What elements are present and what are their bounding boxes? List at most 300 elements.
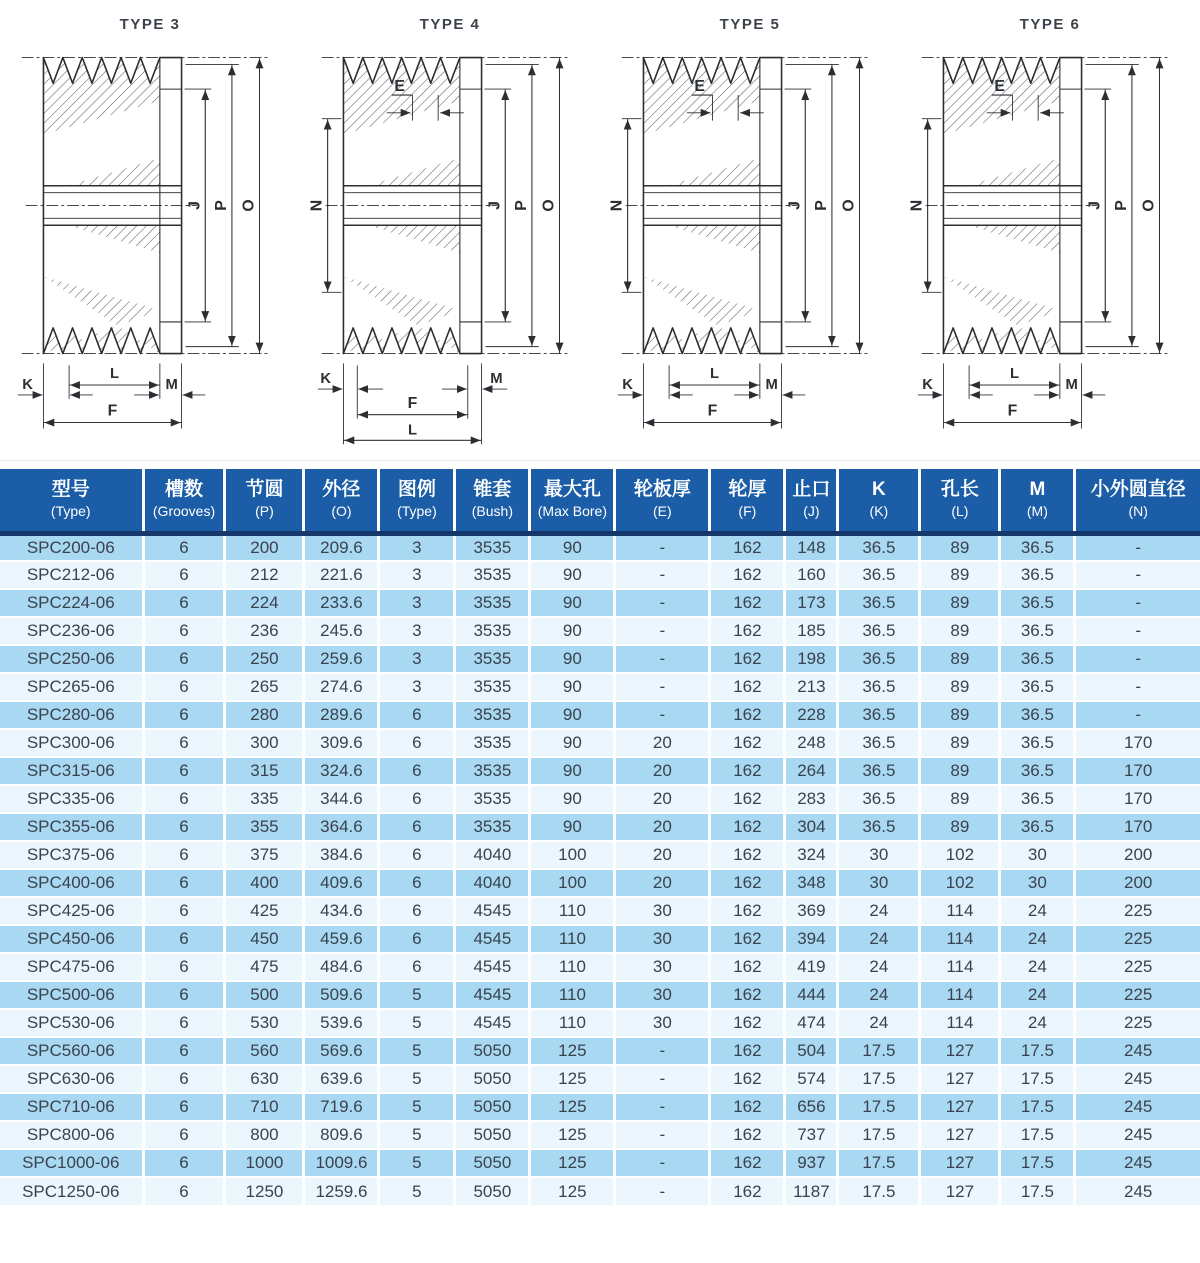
dim-label-f: F: [1007, 402, 1018, 420]
value-cell: 5: [379, 981, 455, 1009]
col-header-zh: 图例: [397, 479, 436, 500]
model-cell: SPC800-06: [0, 1121, 143, 1149]
diagram-type-6: [900, 0, 1200, 460]
col-header-en: (E): [653, 502, 672, 519]
col-header-6: [530, 469, 615, 533]
value-cell: 36.5: [838, 533, 920, 561]
value-cell: 90: [530, 701, 615, 729]
value-cell: 6: [143, 1065, 225, 1093]
col-header-en: (P): [255, 502, 274, 519]
col-header-10: [838, 469, 920, 533]
value-cell: 127: [920, 1065, 1000, 1093]
table-row: [0, 1009, 1200, 1037]
value-cell: 3535: [455, 701, 530, 729]
value-cell: 3: [379, 589, 455, 617]
value-cell: 162: [710, 1093, 785, 1121]
value-cell: -: [615, 1177, 710, 1205]
value-cell: 198: [785, 645, 838, 673]
model-cell: SPC500-06: [0, 981, 143, 1009]
value-cell: 444: [785, 981, 838, 1009]
model-cell: SPC355-06: [0, 813, 143, 841]
value-cell: 162: [710, 533, 785, 561]
value-cell: 90: [530, 645, 615, 673]
value-cell: 170: [1075, 729, 1200, 757]
value-cell: 30: [838, 841, 920, 869]
value-cell: 212: [225, 561, 304, 589]
dim-label-k: K: [922, 377, 933, 394]
value-cell: 233.6: [304, 589, 379, 617]
value-cell: 3: [379, 645, 455, 673]
value-cell: 3: [379, 533, 455, 561]
value-cell: 30: [1000, 841, 1075, 869]
dim-label-l: L: [407, 422, 418, 439]
table-row: [0, 841, 1200, 869]
value-cell: 250: [225, 645, 304, 673]
dim-label-f: F: [707, 402, 718, 420]
value-cell: 17.5: [1000, 1177, 1075, 1205]
col-header-13: [1075, 469, 1200, 533]
value-cell: 17.5: [838, 1121, 920, 1149]
value-cell: 3535: [455, 533, 530, 561]
value-cell: 162: [710, 1149, 785, 1177]
col-header-en: (N): [1128, 502, 1148, 519]
table-row: [0, 953, 1200, 981]
value-cell: 800: [225, 1121, 304, 1149]
value-cell: 17.5: [838, 1177, 920, 1205]
value-cell: 36.5: [838, 813, 920, 841]
value-cell: 236: [225, 617, 304, 645]
value-cell: 162: [710, 757, 785, 785]
value-cell: 6: [143, 617, 225, 645]
value-cell: 17.5: [1000, 1037, 1075, 1065]
value-cell: -: [615, 1065, 710, 1093]
value-cell: 3535: [455, 813, 530, 841]
value-cell: 36.5: [838, 645, 920, 673]
value-cell: -: [615, 1093, 710, 1121]
table-row: [0, 1149, 1200, 1177]
value-cell: 90: [530, 533, 615, 561]
value-cell: 185: [785, 617, 838, 645]
value-cell: 127: [920, 1037, 1000, 1065]
col-header-zh: 最大孔: [543, 479, 601, 500]
value-cell: 170: [1075, 785, 1200, 813]
value-cell: 114: [920, 897, 1000, 925]
dim-label-n: N: [908, 199, 926, 212]
value-cell: 3: [379, 617, 455, 645]
value-cell: 710: [225, 1093, 304, 1121]
value-cell: 30: [615, 981, 710, 1009]
value-cell: 162: [710, 869, 785, 897]
model-cell: SPC560-06: [0, 1037, 143, 1065]
value-cell: 162: [710, 589, 785, 617]
value-cell: 125: [530, 1149, 615, 1177]
value-cell: 36.5: [838, 785, 920, 813]
value-cell: 24: [838, 1009, 920, 1037]
value-cell: 6: [143, 673, 225, 701]
value-cell: 20: [615, 729, 710, 757]
value-cell: 90: [530, 617, 615, 645]
value-cell: 36.5: [1000, 561, 1075, 589]
model-cell: SPC212-06: [0, 561, 143, 589]
value-cell: 36.5: [1000, 645, 1075, 673]
value-cell: -: [1075, 561, 1200, 589]
value-cell: 259.6: [304, 645, 379, 673]
value-cell: 36.5: [838, 561, 920, 589]
value-cell: 245: [1075, 1037, 1200, 1065]
dim-label-e: E: [994, 78, 1005, 96]
value-cell: 6: [143, 1177, 225, 1205]
value-cell: 200: [225, 533, 304, 561]
value-cell: 5: [379, 1177, 455, 1205]
col-header-en: (Type): [50, 502, 91, 519]
value-cell: 36.5: [838, 757, 920, 785]
value-cell: -: [615, 1037, 710, 1065]
value-cell: 36.5: [838, 729, 920, 757]
col-header-en: (M): [1026, 502, 1048, 519]
value-cell: 569.6: [304, 1037, 379, 1065]
value-cell: 36.5: [1000, 589, 1075, 617]
diagram-title: TYPE 4: [419, 16, 481, 33]
value-cell: -: [615, 673, 710, 701]
spec-table: [0, 469, 1200, 1205]
dim-label-j: J: [786, 201, 804, 210]
model-cell: SPC400-06: [0, 869, 143, 897]
value-cell: 17.5: [838, 1093, 920, 1121]
value-cell: 419: [785, 953, 838, 981]
dim-label-p: P: [512, 200, 530, 211]
value-cell: 173: [785, 589, 838, 617]
table-row: [0, 701, 1200, 729]
value-cell: 6: [143, 589, 225, 617]
value-cell: 200: [1075, 869, 1200, 897]
value-cell: 209.6: [304, 533, 379, 561]
value-cell: 6: [379, 897, 455, 925]
col-header-en: (Type): [397, 502, 437, 519]
value-cell: 5: [379, 1093, 455, 1121]
value-cell: 5050: [455, 1149, 530, 1177]
dim-label-m: M: [765, 377, 778, 394]
table-row: [0, 1121, 1200, 1149]
pulley-drawing: [2, 35, 298, 455]
dim-label-m: M: [1065, 377, 1078, 394]
value-cell: 6: [143, 813, 225, 841]
value-cell: 3535: [455, 757, 530, 785]
col-header-zh: 外径: [322, 479, 361, 500]
dim-label-e: E: [394, 78, 405, 96]
value-cell: 162: [710, 729, 785, 757]
value-cell: 719.6: [304, 1093, 379, 1121]
table-row: [0, 617, 1200, 645]
col-header-en: (L): [951, 502, 969, 519]
value-cell: 6: [143, 561, 225, 589]
col-header-5: [455, 469, 530, 533]
value-cell: 4040: [455, 869, 530, 897]
value-cell: 5: [379, 1037, 455, 1065]
value-cell: 162: [710, 785, 785, 813]
value-cell: 3535: [455, 673, 530, 701]
col-header-zh: 型号: [51, 479, 90, 500]
value-cell: 500: [225, 981, 304, 1009]
value-cell: 4545: [455, 953, 530, 981]
value-cell: 1000: [225, 1149, 304, 1177]
table-row: [0, 589, 1200, 617]
value-cell: 5050: [455, 1121, 530, 1149]
col-header-zh: 锥套: [473, 479, 512, 500]
model-cell: SPC250-06: [0, 645, 143, 673]
value-cell: 110: [530, 981, 615, 1009]
value-cell: 364.6: [304, 813, 379, 841]
value-cell: 6: [143, 1093, 225, 1121]
value-cell: 30: [1000, 869, 1075, 897]
value-cell: 162: [710, 617, 785, 645]
model-cell: SPC1250-06: [0, 1177, 143, 1205]
value-cell: -: [615, 533, 710, 561]
value-cell: 224: [225, 589, 304, 617]
value-cell: 245: [1075, 1149, 1200, 1177]
value-cell: 6: [143, 925, 225, 953]
dim-label-f: F: [407, 394, 418, 412]
value-cell: 20: [615, 785, 710, 813]
value-cell: 30: [838, 869, 920, 897]
dim-label-p: P: [1112, 200, 1130, 211]
value-cell: 6: [379, 953, 455, 981]
model-cell: SPC425-06: [0, 897, 143, 925]
diagram-type-3: [0, 0, 300, 460]
value-cell: 30: [615, 1009, 710, 1037]
value-cell: 3535: [455, 561, 530, 589]
value-cell: 20: [615, 841, 710, 869]
value-cell: 36.5: [1000, 813, 1075, 841]
value-cell: 162: [710, 813, 785, 841]
value-cell: 36.5: [1000, 673, 1075, 701]
value-cell: 102: [920, 869, 1000, 897]
value-cell: 125: [530, 1121, 615, 1149]
value-cell: 504: [785, 1037, 838, 1065]
col-header-zh: 轮厚: [728, 479, 767, 500]
dim-label-k: K: [320, 371, 332, 388]
diagram-type-5: [600, 0, 900, 460]
col-header-zh: 小外圆直径: [1090, 479, 1186, 500]
value-cell: 3535: [455, 785, 530, 813]
table-row: [0, 533, 1200, 561]
value-cell: 36.5: [1000, 533, 1075, 561]
col-header-en: (J): [803, 502, 820, 519]
value-cell: 6: [143, 869, 225, 897]
table-row: [0, 729, 1200, 757]
dim-label-l: L: [1009, 366, 1020, 383]
value-cell: 17.5: [838, 1149, 920, 1177]
col-header-en: (Bush): [471, 502, 513, 519]
value-cell: 475: [225, 953, 304, 981]
value-cell: 162: [710, 925, 785, 953]
value-cell: 450: [225, 925, 304, 953]
value-cell: 384.6: [304, 841, 379, 869]
col-header-12: [1000, 469, 1075, 533]
value-cell: 1187: [785, 1177, 838, 1205]
value-cell: 539.6: [304, 1009, 379, 1037]
col-header-4: [379, 469, 455, 533]
pulley-drawing: [302, 35, 598, 455]
dim-label-p: P: [812, 200, 830, 211]
value-cell: 4545: [455, 1009, 530, 1037]
value-cell: 225: [1075, 953, 1200, 981]
value-cell: 6: [379, 785, 455, 813]
col-header-en: (K): [869, 502, 889, 519]
value-cell: 6: [143, 953, 225, 981]
value-cell: 36.5: [1000, 617, 1075, 645]
value-cell: 162: [710, 1009, 785, 1037]
value-cell: 114: [920, 981, 1000, 1009]
value-cell: 809.6: [304, 1121, 379, 1149]
col-header-zh: M: [1029, 479, 1046, 500]
value-cell: 6: [143, 645, 225, 673]
value-cell: 6: [143, 841, 225, 869]
dim-label-m: M: [490, 371, 503, 388]
value-cell: 6: [143, 1149, 225, 1177]
value-cell: 459.6: [304, 925, 379, 953]
col-header-zh: 槽数: [165, 479, 204, 500]
value-cell: 4545: [455, 981, 530, 1009]
pulley-type-diagrams: [0, 0, 1200, 460]
value-cell: 125: [530, 1037, 615, 1065]
value-cell: 280: [225, 701, 304, 729]
value-cell: 265: [225, 673, 304, 701]
value-cell: 160: [785, 561, 838, 589]
dim-label-j: J: [1086, 201, 1104, 210]
value-cell: 1009.6: [304, 1149, 379, 1177]
col-header-en: (Max Bore): [537, 502, 607, 519]
diagram-title: TYPE 6: [1019, 16, 1081, 33]
col-header-zh: K: [872, 479, 886, 500]
value-cell: 221.6: [304, 561, 379, 589]
col-header-zh: 轮板厚: [633, 479, 691, 500]
value-cell: 315: [225, 757, 304, 785]
value-cell: 1250: [225, 1177, 304, 1205]
value-cell: 162: [710, 1037, 785, 1065]
model-cell: SPC335-06: [0, 785, 143, 813]
value-cell: 125: [530, 1093, 615, 1121]
col-header-2: [225, 469, 304, 533]
table-row: [0, 1065, 1200, 1093]
value-cell: 630: [225, 1065, 304, 1093]
value-cell: 162: [710, 645, 785, 673]
value-cell: 5050: [455, 1093, 530, 1121]
value-cell: 90: [530, 785, 615, 813]
dim-label-j: J: [486, 201, 504, 210]
value-cell: 5: [379, 1065, 455, 1093]
value-cell: 6: [143, 1009, 225, 1037]
value-cell: 36.5: [1000, 785, 1075, 813]
value-cell: 89: [920, 589, 1000, 617]
value-cell: 225: [1075, 1009, 1200, 1037]
table-row: [0, 925, 1200, 953]
value-cell: 90: [530, 757, 615, 785]
table-row: [0, 561, 1200, 589]
value-cell: 6: [143, 729, 225, 757]
table-row: [0, 1093, 1200, 1121]
dim-label-n: N: [608, 199, 626, 212]
value-cell: 36.5: [1000, 701, 1075, 729]
spec-table-body: [0, 533, 1200, 1205]
value-cell: 335: [225, 785, 304, 813]
model-cell: SPC1000-06: [0, 1149, 143, 1177]
value-cell: 6: [143, 1121, 225, 1149]
value-cell: 6: [143, 757, 225, 785]
col-header-zh: 节圆: [245, 479, 284, 500]
value-cell: 737: [785, 1121, 838, 1149]
value-cell: 324: [785, 841, 838, 869]
value-cell: 400: [225, 869, 304, 897]
value-cell: 90: [530, 561, 615, 589]
value-cell: 110: [530, 953, 615, 981]
table-row: [0, 785, 1200, 813]
dim-label-o: O: [540, 199, 558, 212]
value-cell: 274.6: [304, 673, 379, 701]
col-header-zh: 孔长: [940, 479, 979, 500]
model-cell: SPC265-06: [0, 673, 143, 701]
value-cell: 24: [1000, 1009, 1075, 1037]
value-cell: 283: [785, 785, 838, 813]
col-header-en: (O): [331, 502, 352, 519]
model-cell: SPC200-06: [26, 538, 115, 558]
value-cell: 110: [530, 1009, 615, 1037]
value-cell: 170: [1075, 757, 1200, 785]
value-cell: 90: [530, 813, 615, 841]
value-cell: 6: [379, 757, 455, 785]
model-cell: SPC630-06: [0, 1065, 143, 1093]
value-cell: 20: [615, 813, 710, 841]
value-cell: 89: [920, 757, 1000, 785]
table-row: [0, 1037, 1200, 1065]
value-cell: 127: [920, 1121, 1000, 1149]
value-cell: 100: [530, 869, 615, 897]
value-cell: -: [615, 561, 710, 589]
value-cell: 5050: [455, 1037, 530, 1065]
value-cell: 162: [710, 1065, 785, 1093]
value-cell: 162: [710, 1121, 785, 1149]
value-cell: 937: [785, 1149, 838, 1177]
value-cell: 309.6: [304, 729, 379, 757]
value-cell: -: [615, 1121, 710, 1149]
value-cell: 162: [710, 673, 785, 701]
value-cell: -: [615, 701, 710, 729]
value-cell: 245: [1075, 1177, 1200, 1205]
diagram-type-4: [300, 0, 600, 460]
dim-label-e: E: [694, 78, 705, 96]
model-cell: SPC236-06: [0, 617, 143, 645]
value-cell: 3535: [455, 617, 530, 645]
value-cell: 110: [530, 897, 615, 925]
dim-label-f: F: [107, 402, 118, 420]
value-cell: 162: [710, 561, 785, 589]
value-cell: 17.5: [1000, 1149, 1075, 1177]
value-cell: 102: [920, 841, 1000, 869]
value-cell: 245: [1075, 1065, 1200, 1093]
value-cell: 530: [225, 1009, 304, 1037]
value-cell: 6: [143, 1037, 225, 1065]
value-cell: 289.6: [304, 701, 379, 729]
col-header-8: [710, 469, 785, 533]
value-cell: 425: [225, 897, 304, 925]
model-cell: SPC224-06: [0, 589, 143, 617]
value-cell: 162: [710, 953, 785, 981]
value-cell: 574: [785, 1065, 838, 1093]
value-cell: 24: [838, 953, 920, 981]
value-cell: 344.6: [304, 785, 379, 813]
value-cell: 6: [379, 813, 455, 841]
value-cell: 304: [785, 813, 838, 841]
value-cell: 484.6: [304, 953, 379, 981]
